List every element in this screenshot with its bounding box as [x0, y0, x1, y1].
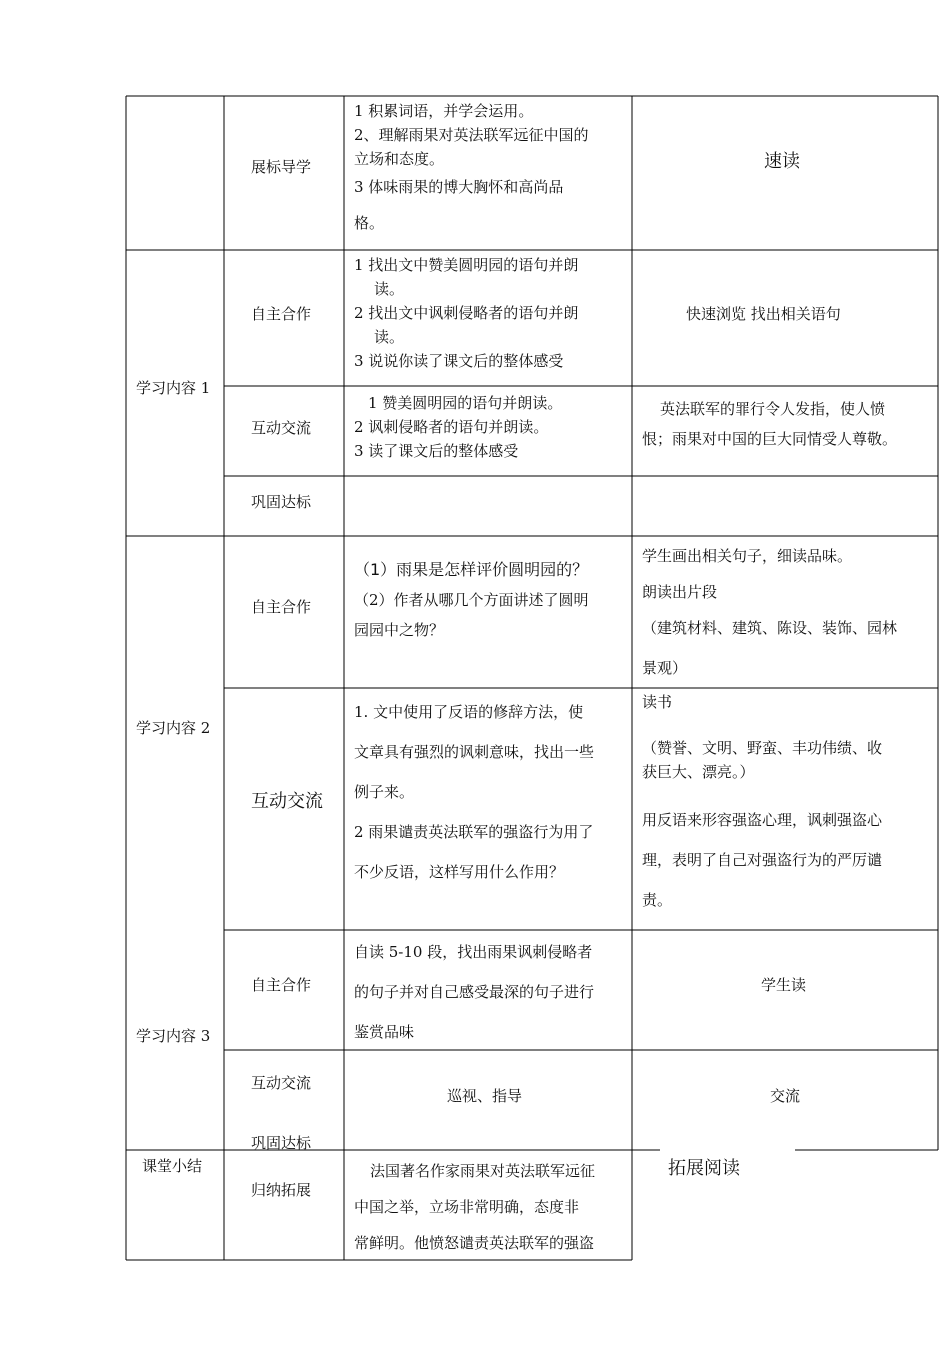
- list-item: 1 赞美圆明园的语句并朗读。: [368, 394, 563, 412]
- summary-line: 中国之举，立场非常明确，态度非: [354, 1198, 580, 1216]
- phase-label: 巩固达标: [251, 493, 312, 511]
- method-text: [642, 394, 897, 454]
- list-item: 3 体味雨果的博大胸怀和高尚品: [354, 178, 564, 196]
- list-item: 例子来。: [354, 783, 415, 801]
- method-line: 责。: [642, 891, 673, 909]
- summary-line: 法国著名作家雨果对英法联军远征: [370, 1162, 596, 1180]
- task-list: [354, 253, 578, 373]
- phase-label: 互动交流: [251, 419, 312, 437]
- list-item: 读。: [374, 280, 405, 298]
- section-label: 课堂小结: [142, 1157, 203, 1175]
- list-item: 鉴赏品味: [354, 1023, 415, 1041]
- method-line: 恨；雨果对中国的巨大同情受人尊敬。: [642, 430, 898, 448]
- list-item: 3 读了课文后的整体感受: [354, 442, 519, 460]
- method-line: 学生画出相关句子，细读品味。: [642, 547, 853, 565]
- method-line: 用反语来形容强盗心理，讽刺强盗心: [642, 811, 883, 829]
- task-list: [354, 932, 594, 1052]
- phase-label: 自主合作: [251, 598, 312, 616]
- list-item: （2）作者从哪几个方面讲述了圆明: [354, 591, 589, 609]
- task-list: [354, 391, 562, 463]
- list-item: 读。: [374, 328, 405, 346]
- phase-labels: [251, 1053, 311, 1173]
- list-item: 3 说说你读了课文后的整体感受: [354, 352, 564, 370]
- summary-text: [354, 1153, 595, 1261]
- method-text: [642, 690, 882, 912]
- list-item: 1 积累词语，并学会运用。: [354, 102, 534, 120]
- phase-label: 互动交流: [251, 791, 323, 812]
- list-item: 2 找出文中讽刺侵略者的语句并朗: [354, 304, 579, 322]
- method-label: 学生读: [761, 976, 807, 994]
- list-item: 格。: [354, 214, 385, 232]
- phase-label: 自主合作: [251, 305, 312, 323]
- list-item: 的句子并对自己感受最深的句子进行: [354, 983, 595, 1001]
- method-line: 朗读出片段: [642, 583, 718, 601]
- list-item: 2 讽刺侵略者的语句并朗读。: [354, 418, 549, 436]
- question-list: [354, 692, 594, 892]
- list-item: 不少反语，这样写用什么作用？: [354, 863, 565, 881]
- method-line: 读书: [642, 693, 673, 711]
- method-label: 速读: [764, 151, 800, 172]
- method-line: 理，表明了自己对强盗行为的严厉谴: [642, 851, 883, 869]
- phase-label: 归纳拓展: [251, 1181, 312, 1199]
- objectives-list: [354, 99, 589, 235]
- method-line: 英法联军的罪行令人发指，使人愤: [660, 400, 886, 418]
- list-item: 自读 5-10 段，找出雨果讽刺侵略者: [354, 943, 593, 961]
- section-label: 学习内容 1: [136, 379, 211, 397]
- phase-label: 巩固达标: [251, 1134, 312, 1152]
- summary-line: 常鲜明。他愤怒谴责英法联军的强盗: [354, 1234, 595, 1252]
- method-line: （建筑材料、建筑、陈设、装饰、园林: [642, 619, 898, 637]
- list-item: 园园中之物？: [354, 621, 445, 639]
- method-line: （赞誉、文明、野蛮、丰功伟绩、收: [642, 739, 883, 757]
- list-item: （1）雨果是怎样评价圆明园的？: [354, 560, 589, 579]
- list-item: 文章具有强烈的讽刺意味，找出一些: [354, 743, 595, 761]
- question-list: [354, 555, 589, 645]
- method-label: 拓展阅读: [668, 1158, 740, 1179]
- method-line: 获巨大、漂亮。）: [642, 763, 755, 781]
- method-text: [642, 538, 897, 686]
- phase-label: 展标导学: [251, 158, 312, 176]
- list-item: 立场和态度。: [354, 150, 445, 168]
- method-label: 快速浏览 找出相关语句: [686, 305, 841, 323]
- content-label: 巡视、指导: [447, 1087, 523, 1105]
- section-label: 学习内容 3: [136, 1027, 211, 1045]
- list-item: 2、理解雨果对英法联军远征中国的: [354, 126, 589, 144]
- list-item: 1 找出文中赞美圆明园的语句并朗: [354, 256, 579, 274]
- phase-label: 自主合作: [251, 976, 312, 994]
- section-label: 学习内容 2: [136, 719, 211, 737]
- list-item: 2 雨果谴责英法联军的强盗行为用了: [354, 823, 594, 841]
- phase-label: 互动交流: [251, 1074, 312, 1092]
- list-item: 1. 文中使用了反语的修辞方法，使: [354, 703, 584, 721]
- method-label: 交流: [770, 1087, 801, 1105]
- method-line: 景观）: [642, 659, 688, 677]
